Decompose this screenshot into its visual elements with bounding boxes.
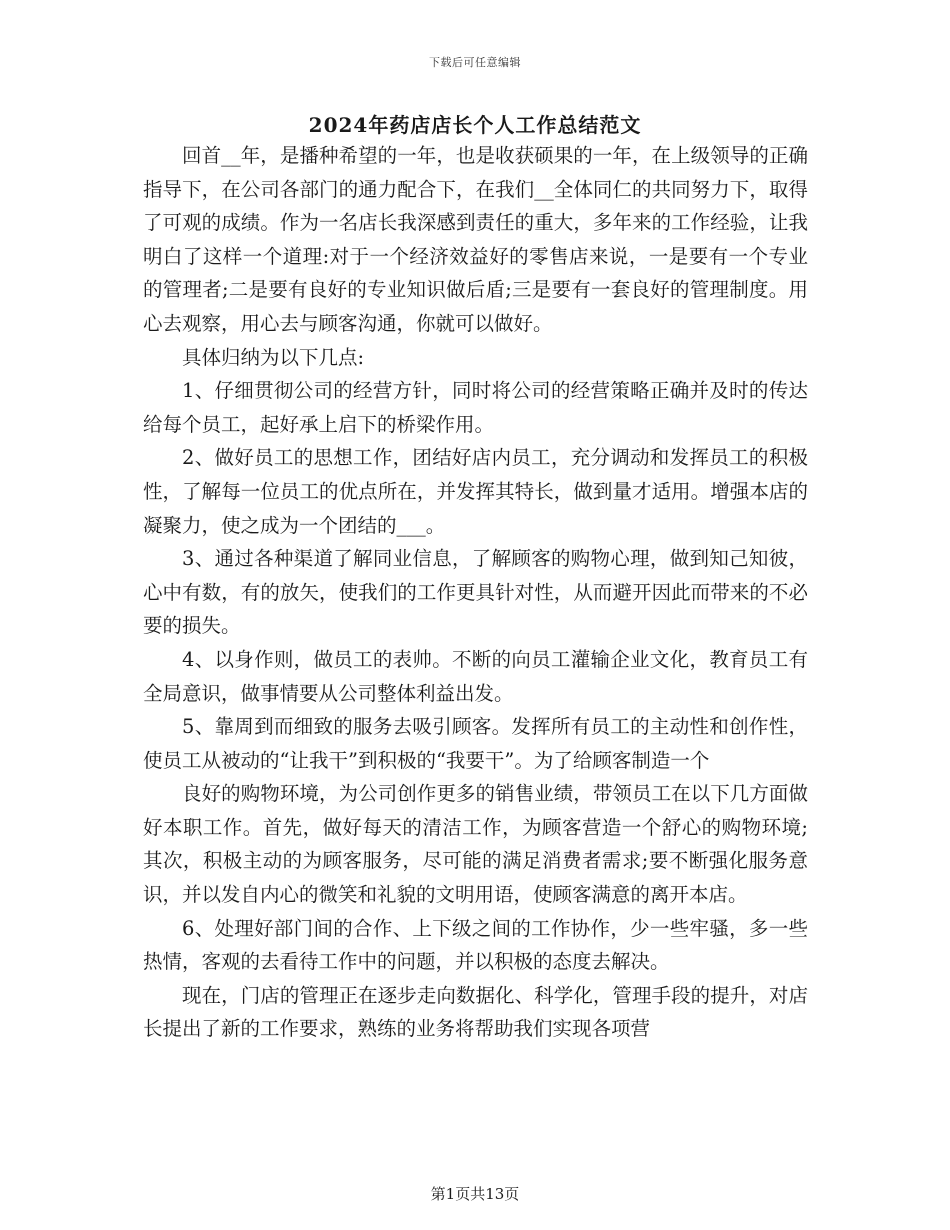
- paragraph-point-2: 2、做好员工的思想工作，团结好店内员工，充分调动和发挥员工的积极性，了解每一位员工的优点所在，并发挥其特长，做到量才适用。增强本店的凝聚力，使之成为一个团结的___。: [143, 446, 808, 537]
- paragraph-point-4: 4、以身作则，做员工的表帅。不断的向员工灌输企业文化，教育员工有全局意识，做事情要从公司整体利益出发。: [143, 647, 808, 705]
- paragraph-point-3: 3、通过各种渠道了解同业信息，了解顾客的购物心理，做到知己知彼，心中有数，有的放矢，使我们的工作更具针对性，从而避开因此而带来的不必要的损失。: [143, 547, 808, 638]
- page-number: 第1页共13页: [430, 1185, 520, 1203]
- document-title: 2024年药店店长个人工作总结范文: [308, 113, 642, 137]
- paragraph-summary-lead: 具体归纳为以下几点:: [182, 345, 365, 369]
- paragraph-point-5: 5、靠周到而细致的服务去吸引顾客。发挥所有员工的主动性和创作性，使员工从被动的“让我干”到积极的“我要干”。为了给顾客制造一个: [143, 715, 808, 772]
- paragraph-point-5-continued: 良好的购物环境，为公司创作更多的销售业绩，带领员工在以下几方面做好本职工作。首先，做好每天的清洁工作，为顾客营造一个舒心的购物环境;其次，积极主动的为顾客服务，尽可能的满足消费者需求;要不断强化服务意识，并以发自内心的微笑和礼貌的文明用语，使顾客满意的离开本店。: [143, 782, 808, 907]
- paragraph-point-6: 6、处理好部门间的合作、上下级之间的工作协作，少一些牢骚，多一些热情，客观的去看待工作中的问题，并以积极的态度去解决。: [143, 916, 808, 974]
- paragraph-intro: 回首__年，是播种希望的一年，也是收获硕果的一年，在上级领导的正确指导下，在公司各部门的通力配合下，在我们__全体同仁的共同努力下，取得了可观的成绩。作为一名店长我深感到责任的重大，多年来的工作经验，让我明白了这样一个道理:对于一个经济效益好的零售店来说，一是要有一个专业的管理者;二是要有良好的专业知识做后盾;三是要有一套良好的管理制度。用心去观察，用心去与顾客沟通，你就可以做好。: [143, 144, 808, 335]
- paragraph-closing: 现在，门店的管理正在逐步走向数据化、科学化，管理手段的提升，对店长提出了新的工作要求，熟练的业务将帮助我们实现各项营: [143, 983, 808, 1041]
- page-header-note: 下载后可任意编辑: [429, 56, 521, 69]
- document-body: [143, 139, 808, 1046]
- paragraph-point-1: 1、仔细贯彻公司的经营方针，同时将公司的经营策略正确并及时的传达给每个员工，起好承上启下的桥梁作用。: [143, 379, 808, 436]
